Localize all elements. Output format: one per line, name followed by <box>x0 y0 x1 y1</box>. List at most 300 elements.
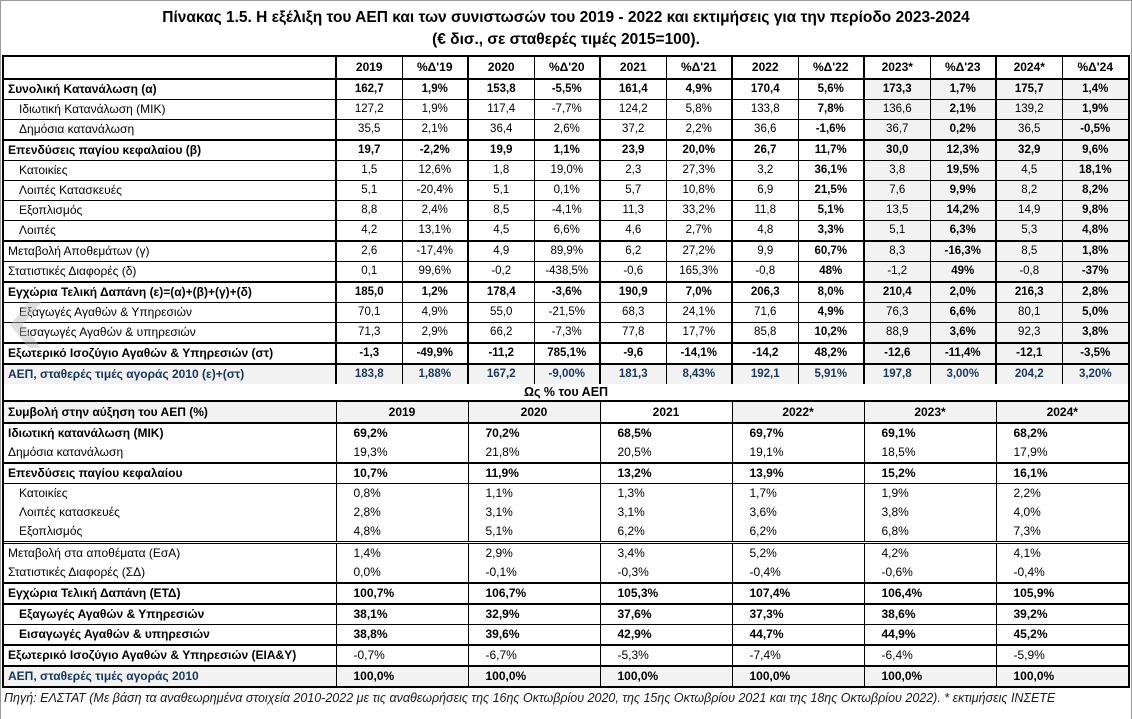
value-cell: 70,1 <box>336 302 402 322</box>
value-cell: 68,5% <box>600 423 732 443</box>
value-cell: 39,6% <box>468 624 600 645</box>
value-cell: 3,00% <box>930 364 996 384</box>
value-cell: 6,6% <box>930 302 996 322</box>
value-cell: 38,1% <box>336 604 468 625</box>
row-label: Εξοπλισμός <box>4 200 336 220</box>
column-header: 2020 <box>468 57 534 79</box>
value-cell: 36,7 <box>864 119 930 140</box>
value-cell: 4,5 <box>468 220 534 241</box>
table-row <box>4 364 1128 384</box>
value-cell: -0,3% <box>600 563 732 583</box>
table-row <box>4 322 1128 343</box>
value-cell: 785,1% <box>534 343 600 364</box>
section-divider: Ως % του ΑΕΠ <box>4 384 1128 402</box>
row-label: Στατιστικές Διαφορές (δ) <box>4 261 336 282</box>
value-cell: 10,7% <box>336 463 468 484</box>
value-cell: 105,3% <box>600 583 732 604</box>
table-row <box>4 443 1128 463</box>
value-cell: 2,7% <box>666 220 732 241</box>
value-cell: 1,5 <box>336 160 402 180</box>
value-cell: 66,2 <box>468 322 534 343</box>
row-label: Λοιπές κατασκευές <box>4 503 336 522</box>
column-header: %Δ'24 <box>1062 57 1128 79</box>
value-cell: 19,0% <box>534 160 600 180</box>
value-cell: 18,1% <box>1062 160 1128 180</box>
value-cell: 68,3 <box>600 302 666 322</box>
value-cell: 6,2% <box>732 522 864 543</box>
table-title-line1: Πίνακας 1.5. Η εξέλιξη του ΑΕΠ και των συνιστωσών του 2019 - 2022 και εκτιμήσεις για την περίοδο 2023-2024 <box>162 9 970 26</box>
value-cell: -3,5% <box>1062 343 1128 364</box>
value-cell: 2,3 <box>600 160 666 180</box>
value-cell: 1,7% <box>930 79 996 100</box>
value-cell: 9,9 <box>732 241 798 262</box>
value-cell: 36,1% <box>798 160 864 180</box>
row-label: Εγχώρια Τελική Δαπάνη (ΕΤΔ) <box>4 583 336 604</box>
value-cell: -7,7% <box>534 99 600 119</box>
value-cell: 3,6% <box>930 322 996 343</box>
row-label: Εισαγωγές Αγαθών & υπηρεσιών <box>4 322 336 343</box>
value-cell: 170,4 <box>732 79 798 100</box>
value-cell: 15,2% <box>864 463 996 484</box>
value-cell: 12,6% <box>402 160 468 180</box>
value-cell: 190,9 <box>600 282 666 303</box>
value-cell: 1,3% <box>600 483 732 503</box>
value-cell: 7,3% <box>996 522 1128 543</box>
value-cell: 206,3 <box>732 282 798 303</box>
value-cell: 4,8% <box>1062 220 1128 241</box>
table-row <box>4 522 1128 543</box>
value-cell: -0,1% <box>468 563 600 583</box>
value-cell: 12,3% <box>930 140 996 161</box>
value-cell: 55,0 <box>468 302 534 322</box>
value-cell: -9,6 <box>600 343 666 364</box>
table-title <box>0 0 1132 52</box>
value-cell: 178,4 <box>468 282 534 303</box>
value-cell: 35,5 <box>336 119 402 140</box>
row-label: Μεταβολή Αποθεμάτων (γ) <box>4 241 336 262</box>
value-cell: 0,1% <box>534 180 600 200</box>
value-cell: -7,4% <box>732 645 864 666</box>
value-cell: 21,8% <box>468 443 600 463</box>
table-row <box>4 563 1128 583</box>
value-cell: 162,7 <box>336 79 402 100</box>
value-cell: 32,9 <box>996 140 1062 161</box>
value-cell: 38,6% <box>864 604 996 625</box>
row-label: Επενδύσεις παγίου κεφαλαίου (β) <box>4 140 336 161</box>
value-cell: 60,7% <box>798 241 864 262</box>
header-row <box>4 402 1128 423</box>
value-cell: 1,1% <box>468 483 600 503</box>
value-cell: 49% <box>930 261 996 282</box>
value-cell: 100,0% <box>732 666 864 686</box>
table-row <box>4 542 1128 563</box>
value-cell: -0,4% <box>732 563 864 583</box>
value-cell: 1,9% <box>1062 99 1128 119</box>
value-cell: 216,3 <box>996 282 1062 303</box>
value-cell: 7,0% <box>666 282 732 303</box>
corner-cell <box>4 57 336 79</box>
value-cell: -6,7% <box>468 645 600 666</box>
value-cell: 124,2 <box>600 99 666 119</box>
value-cell: 8,2 <box>996 180 1062 200</box>
value-cell: -11,2 <box>468 343 534 364</box>
value-cell: 69,2% <box>336 423 468 443</box>
value-cell: -0,2 <box>468 261 534 282</box>
table-row <box>4 200 1128 220</box>
value-cell: 6,3% <box>930 220 996 241</box>
row-label: Εξωτερικό Ισοζύγιο Αγαθών & Υπηρεσιών (ΕΙΑ&Υ) <box>4 645 336 666</box>
value-cell: 38,8% <box>336 624 468 645</box>
row-label: Εξαγωγές Αγαθών & Υπηρεσιών <box>4 604 336 625</box>
value-cell: 89,9% <box>534 241 600 262</box>
value-cell: -0,6 <box>600 261 666 282</box>
value-cell: 8,8 <box>336 200 402 220</box>
value-cell: 1,9% <box>402 79 468 100</box>
value-cell: -0,4% <box>996 563 1128 583</box>
row-label: Λοιπές Κατασκευές <box>4 180 336 200</box>
value-cell: -16,3% <box>930 241 996 262</box>
column-header: %Δ'22 <box>798 57 864 79</box>
table-row <box>4 604 1128 625</box>
value-cell: 3,3% <box>798 220 864 241</box>
column-header: 2022 <box>732 57 798 79</box>
column-header: %Δ'21 <box>666 57 732 79</box>
value-cell: 17,9% <box>996 443 1128 463</box>
row-label: Επενδύσεις παγίου κεφαλαίου <box>4 463 336 484</box>
table-row <box>4 483 1128 503</box>
value-cell: 6,8% <box>864 522 996 543</box>
value-cell: 69,1% <box>864 423 996 443</box>
value-cell: 13,5 <box>864 200 930 220</box>
value-cell: 9,6% <box>1062 140 1128 161</box>
value-cell: 11,7% <box>798 140 864 161</box>
value-cell: 1,2% <box>402 282 468 303</box>
value-cell: 1,9% <box>402 99 468 119</box>
value-cell: 27,3% <box>666 160 732 180</box>
value-cell: 1,4% <box>1062 79 1128 100</box>
value-cell: 3,8 <box>864 160 930 180</box>
value-cell: 2,6% <box>534 119 600 140</box>
table-row <box>4 241 1128 262</box>
value-cell: 6,6% <box>534 220 600 241</box>
row-label: Δημόσια κατανάλωση <box>4 119 336 140</box>
value-cell: 197,8 <box>864 364 930 384</box>
value-cell: 4,9% <box>402 302 468 322</box>
value-cell: 3,1% <box>468 503 600 522</box>
value-cell: 100,7% <box>336 583 468 604</box>
value-cell: 2,2% <box>996 483 1128 503</box>
value-cell: 5,8% <box>666 99 732 119</box>
value-cell: 8,5 <box>996 241 1062 262</box>
value-cell: 3,1% <box>600 503 732 522</box>
value-cell: 105,9% <box>996 583 1128 604</box>
table-row <box>4 302 1128 322</box>
value-cell: 4,5 <box>996 160 1062 180</box>
column-header: %Δ'20 <box>534 57 600 79</box>
value-cell: -5,3% <box>600 645 732 666</box>
value-cell: 2,1% <box>930 99 996 119</box>
value-cell: 1,8 <box>468 160 534 180</box>
value-cell: 4,9 <box>468 241 534 262</box>
value-cell: 6,2% <box>600 522 732 543</box>
value-cell: 5,2% <box>732 542 864 563</box>
table-frame <box>2 55 1130 688</box>
value-cell: 2,4% <box>402 200 468 220</box>
column-header: 2021 <box>600 402 732 423</box>
value-cell: 181,3 <box>600 364 666 384</box>
value-cell: -3,6% <box>534 282 600 303</box>
value-cell: 36,4 <box>468 119 534 140</box>
value-cell: 133,8 <box>732 99 798 119</box>
value-cell: 20,0% <box>666 140 732 161</box>
value-cell: 77,8 <box>600 322 666 343</box>
value-cell: 71,6 <box>732 302 798 322</box>
row-label: Δημόσια κατανάλωση <box>4 443 336 463</box>
value-cell: -1,6% <box>798 119 864 140</box>
table-row <box>4 666 1128 686</box>
value-cell: 13,1% <box>402 220 468 241</box>
value-cell: 0,1 <box>336 261 402 282</box>
value-cell: 1,4% <box>336 542 468 563</box>
value-cell: -20,4% <box>402 180 468 200</box>
row-label: Κατοικίες <box>4 483 336 503</box>
row-label: Λοιπές <box>4 220 336 241</box>
value-cell: 24,1% <box>666 302 732 322</box>
value-cell: 70,2% <box>468 423 600 443</box>
column-header: %Δ'19 <box>402 57 468 79</box>
value-cell: 4,8% <box>336 522 468 543</box>
value-cell: 92,3 <box>996 322 1062 343</box>
value-cell: 1,8% <box>1062 241 1128 262</box>
value-cell: 165,3% <box>666 261 732 282</box>
value-cell: 19,3% <box>336 443 468 463</box>
value-cell: 5,7 <box>600 180 666 200</box>
value-cell: 2,2% <box>666 119 732 140</box>
value-cell: 45,2% <box>996 624 1128 645</box>
column-header: 2019 <box>336 402 468 423</box>
value-cell: -5,5% <box>534 79 600 100</box>
value-cell: 18,5% <box>864 443 996 463</box>
table-row <box>4 119 1128 140</box>
value-cell: 0,2% <box>930 119 996 140</box>
value-cell: 5,0% <box>1062 302 1128 322</box>
value-cell: 19,9 <box>468 140 534 161</box>
value-cell: 0,8% <box>336 483 468 503</box>
value-cell: 33,2% <box>666 200 732 220</box>
value-cell: 5,6% <box>798 79 864 100</box>
value-cell: 4,9% <box>798 302 864 322</box>
value-cell: 2,8% <box>1062 282 1128 303</box>
table-row <box>4 503 1128 522</box>
value-cell: 44,9% <box>864 624 996 645</box>
source-footnote: Πηγή: ΕΛΣΤΑΤ (Με βάση τα αναθεωρημένα στοιχεία 2010-2022 με τις αναθεωρήσεις της 16ης Οκτωβρίου 2020, της 15ης Οκτωβρίου 2021 και της 18ης Οκτωβρίου 2022). * εκτιμήσεις ΙΝΣΕΤΕ <box>4 690 1056 705</box>
row-label: Κατοικίες <box>4 160 336 180</box>
value-cell: -49,9% <box>402 343 468 364</box>
table-row <box>4 180 1128 200</box>
value-cell: 9,8% <box>1062 200 1128 220</box>
value-cell: 8,3 <box>864 241 930 262</box>
value-cell: 4,2% <box>864 542 996 563</box>
value-cell: 5,1% <box>798 200 864 220</box>
value-cell: 5,1 <box>864 220 930 241</box>
value-cell: 32,9% <box>468 604 600 625</box>
value-cell: 69,7% <box>732 423 864 443</box>
value-cell: 8,0% <box>798 282 864 303</box>
value-cell: -6,4% <box>864 645 996 666</box>
table-row <box>4 140 1128 161</box>
value-cell: 1,9% <box>864 483 996 503</box>
value-cell: 17,7% <box>666 322 732 343</box>
value-cell: 3,8% <box>864 503 996 522</box>
value-cell: 4,0% <box>996 503 1128 522</box>
value-cell: 4,9% <box>666 79 732 100</box>
gdp-components-table <box>4 57 1128 384</box>
value-cell: -0,8 <box>996 261 1062 282</box>
table-row <box>4 282 1128 303</box>
value-cell: 3,4% <box>600 542 732 563</box>
row-label: Μεταβολή στα αποθέματα (ΕσΑ) <box>4 542 336 563</box>
row-label: Εξωτερικό Ισοζύγιο Αγαθών & Υπηρεσιών (στ) <box>4 343 336 364</box>
value-cell: 44,7% <box>732 624 864 645</box>
value-cell: -12,1 <box>996 343 1062 364</box>
value-cell: 106,4% <box>864 583 996 604</box>
value-cell: 7,8% <box>798 99 864 119</box>
value-cell: 16,1% <box>996 463 1128 484</box>
value-cell: -14,2 <box>732 343 798 364</box>
value-cell: 3,8% <box>1062 322 1128 343</box>
value-cell: 71,3 <box>336 322 402 343</box>
value-cell: -9,00% <box>534 364 600 384</box>
value-cell: 7,6 <box>864 180 930 200</box>
value-cell: 2,1% <box>402 119 468 140</box>
value-cell: 11,9% <box>468 463 600 484</box>
value-cell: 13,2% <box>600 463 732 484</box>
value-cell: 139,2 <box>996 99 1062 119</box>
value-cell: -14,1% <box>666 343 732 364</box>
column-header: 2021 <box>600 57 666 79</box>
value-cell: -1,2 <box>864 261 930 282</box>
value-cell: 85,8 <box>732 322 798 343</box>
value-cell: 19,1% <box>732 443 864 463</box>
column-header: 2020 <box>468 402 600 423</box>
value-cell: -0,6% <box>864 563 996 583</box>
value-cell: 9,9% <box>930 180 996 200</box>
value-cell: -0,8 <box>732 261 798 282</box>
value-cell: 1,88% <box>402 364 468 384</box>
value-cell: 100,0% <box>600 666 732 686</box>
value-cell: 10,2% <box>798 322 864 343</box>
value-cell: 5,3 <box>996 220 1062 241</box>
value-cell: 183,8 <box>336 364 402 384</box>
value-cell: -12,6 <box>864 343 930 364</box>
value-cell: -11,4% <box>930 343 996 364</box>
value-cell: 99,6% <box>402 261 468 282</box>
row-label: Συνολική Κατανάλωση (α) <box>4 79 336 100</box>
value-cell: 76,3 <box>864 302 930 322</box>
value-cell: -37% <box>1062 261 1128 282</box>
value-cell: 3,6% <box>732 503 864 522</box>
value-cell: 167,2 <box>468 364 534 384</box>
value-cell: -438,5% <box>534 261 600 282</box>
value-cell: 80,1 <box>996 302 1062 322</box>
row-label: Στατιστικές Διαφορές (ΣΔ) <box>4 563 336 583</box>
value-cell: 5,1 <box>336 180 402 200</box>
value-cell: 100,0% <box>336 666 468 686</box>
value-cell: 88,9 <box>864 322 930 343</box>
value-cell: -0,5% <box>1062 119 1128 140</box>
value-cell: 19,7 <box>336 140 402 161</box>
value-cell: 21,5% <box>798 180 864 200</box>
row-label: Εγχώρια Τελική Δαπάνη (ε)=(α)+(β)+(γ)+(δ) <box>4 282 336 303</box>
column-header: %Δ'23 <box>930 57 996 79</box>
value-cell: 8,5 <box>468 200 534 220</box>
value-cell: 36,6 <box>732 119 798 140</box>
table-row <box>4 220 1128 241</box>
value-cell: 68,2% <box>996 423 1128 443</box>
value-cell: 106,7% <box>468 583 600 604</box>
value-cell: 4,1% <box>996 542 1128 563</box>
value-cell: 4,8 <box>732 220 798 241</box>
table-row <box>4 624 1128 645</box>
value-cell: 175,7 <box>996 79 1062 100</box>
value-cell: 210,4 <box>864 282 930 303</box>
row-label: ΑΕΠ, σταθερές τιμές αγοράς 2010 <box>4 666 336 686</box>
value-cell: 39,2% <box>996 604 1128 625</box>
value-cell: 27,2% <box>666 241 732 262</box>
value-cell: 107,4% <box>732 583 864 604</box>
value-cell: 37,3% <box>732 604 864 625</box>
value-cell: -17,4% <box>402 241 468 262</box>
value-cell: 6,9 <box>732 180 798 200</box>
value-cell: -7,3% <box>534 322 600 343</box>
column-header: 2022* <box>732 402 864 423</box>
value-cell: 11,3 <box>600 200 666 220</box>
value-cell: 13,9% <box>732 463 864 484</box>
value-cell: 20,5% <box>600 443 732 463</box>
column-header: 2023* <box>864 402 996 423</box>
table-row <box>4 343 1128 364</box>
value-cell: 204,2 <box>996 364 1062 384</box>
row-label: Εξοπλισμός <box>4 522 336 543</box>
table-row <box>4 463 1128 484</box>
value-cell: 36,5 <box>996 119 1062 140</box>
table-row <box>4 583 1128 604</box>
gdp-share-table <box>4 402 1128 686</box>
table-row <box>4 79 1128 100</box>
value-cell: 48% <box>798 261 864 282</box>
value-cell: 23,9 <box>600 140 666 161</box>
row-label: Εισαγωγές Αγαθών & υπηρεσιών <box>4 624 336 645</box>
value-cell: -5,9% <box>996 645 1128 666</box>
table-row <box>4 423 1128 443</box>
value-cell: 117,4 <box>468 99 534 119</box>
value-cell: 100,0% <box>468 666 600 686</box>
value-cell: 37,6% <box>600 604 732 625</box>
value-cell: 19,5% <box>930 160 996 180</box>
header-label: Συμβολή στην αύξηση του ΑΕΠ (%) <box>4 402 336 423</box>
value-cell: 11,8 <box>732 200 798 220</box>
value-cell: 0,0% <box>336 563 468 583</box>
value-cell: 127,2 <box>336 99 402 119</box>
column-header: 2023* <box>864 57 930 79</box>
table-row <box>4 99 1128 119</box>
value-cell: 100,0% <box>864 666 996 686</box>
value-cell: -4,1% <box>534 200 600 220</box>
value-cell: 37,2 <box>600 119 666 140</box>
value-cell: 3,20% <box>1062 364 1128 384</box>
value-cell: 136,6 <box>864 99 930 119</box>
column-header: 2024* <box>996 57 1062 79</box>
